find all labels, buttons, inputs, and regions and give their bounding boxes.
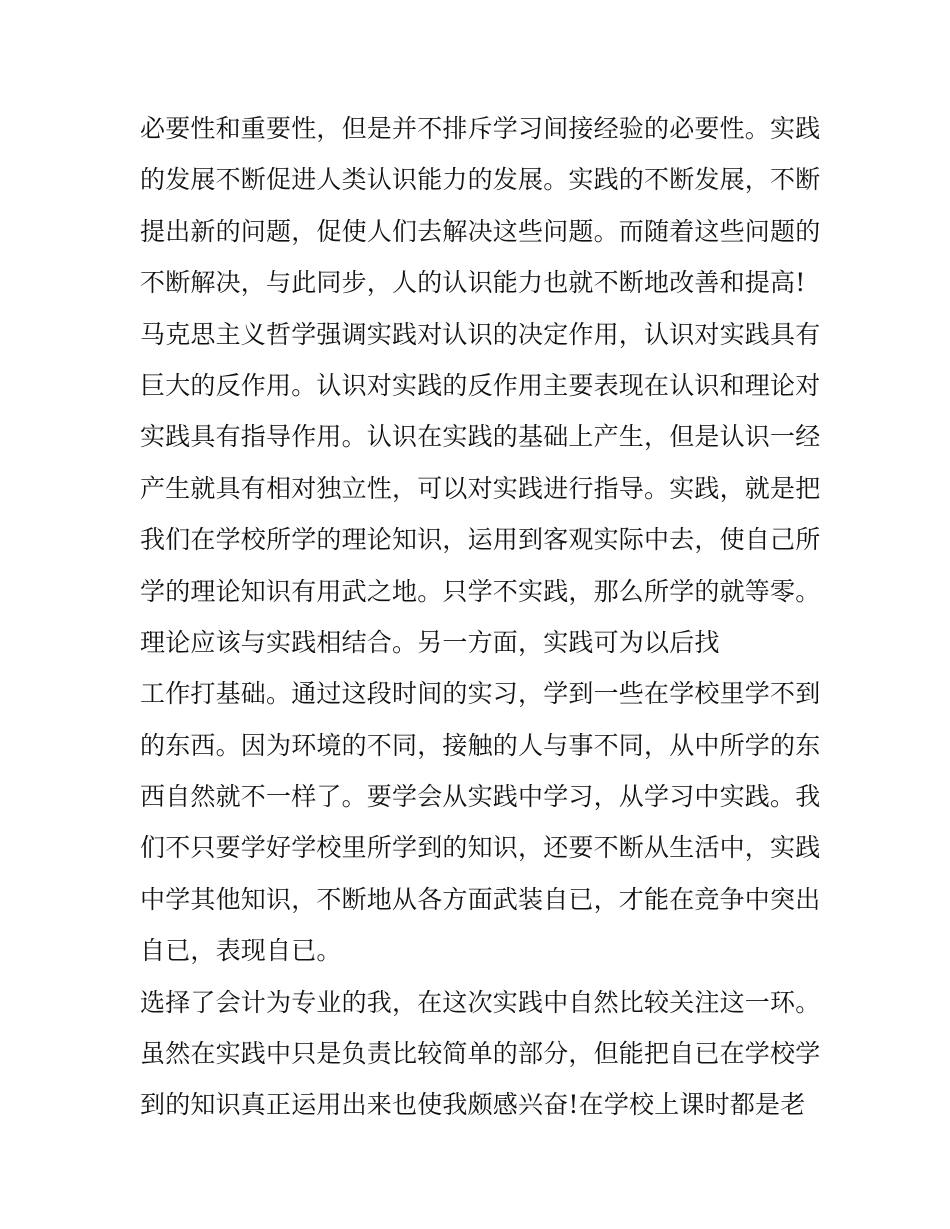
text-line: 马克思主义哲学强调实践对认识的决定作用，认识对实践具有	[140, 319, 821, 349]
document-body	[140, 103, 820, 1131]
text-line: 必要性和重要性，但是并不排斥学习间接经验的必要性。实践	[140, 114, 821, 143]
text-line: 的东西。因为环境的不同，接触的人与事不同，从中所学的东	[140, 730, 821, 760]
text-line: 实践具有指导作用。认识在实践的基础上产生，但是认识一经	[140, 422, 821, 452]
text-line: 巨大的反作用。认识对实践的反作用主要表现在认识和理论对	[140, 370, 821, 400]
text-line: 自已，表现自已。	[140, 936, 342, 966]
text-line: 的发展不断促进人类认识能力的发展。实践的不断发展，不断	[140, 165, 821, 195]
text-line: 虽然在实践中只是负责比较简单的部分，但能把自已在学校学	[140, 1039, 821, 1069]
text-line: 产生就具有相对独立性，可以对实践进行指导。实践，就是把	[140, 473, 821, 503]
text-line: 西自然就不一样了。要学会从实践中学习，从学习中实践。我	[140, 782, 821, 812]
text-line: 不断解决，与此同步，人的认识能力也就不断地改善和提高!	[140, 268, 806, 298]
text-line: 中学其他知识，不断地从各方面武装自已，才能在竞争中突出	[140, 884, 821, 914]
text-line: 选择了会计为专业的我，在这次实践中自然比较关注这一环。	[140, 987, 821, 1017]
text-line: 学的理论知识有用武之地。只学不实践，那么所学的就等零。	[140, 576, 821, 606]
text-line: 们不只要学好学校里所学到的知识，还要不断从生活中，实践	[140, 833, 821, 863]
text-line: 我们在学校所学的理论知识，运用到客观实际中去，使自己所	[140, 525, 821, 555]
text-line: 提出新的问题，促使人们去解决这些问题。而随着这些问题的	[140, 216, 821, 246]
text-line: 到的知识真正运用出来也使我颇感兴奋!在学校上课时都是老	[140, 1090, 806, 1120]
text-line: 理论应该与实践相结合。另一方面，实践可为以后找	[140, 627, 720, 657]
text-line: 工作打基础。通过这段时间的实习，学到一些在学校里学不到	[140, 679, 821, 709]
